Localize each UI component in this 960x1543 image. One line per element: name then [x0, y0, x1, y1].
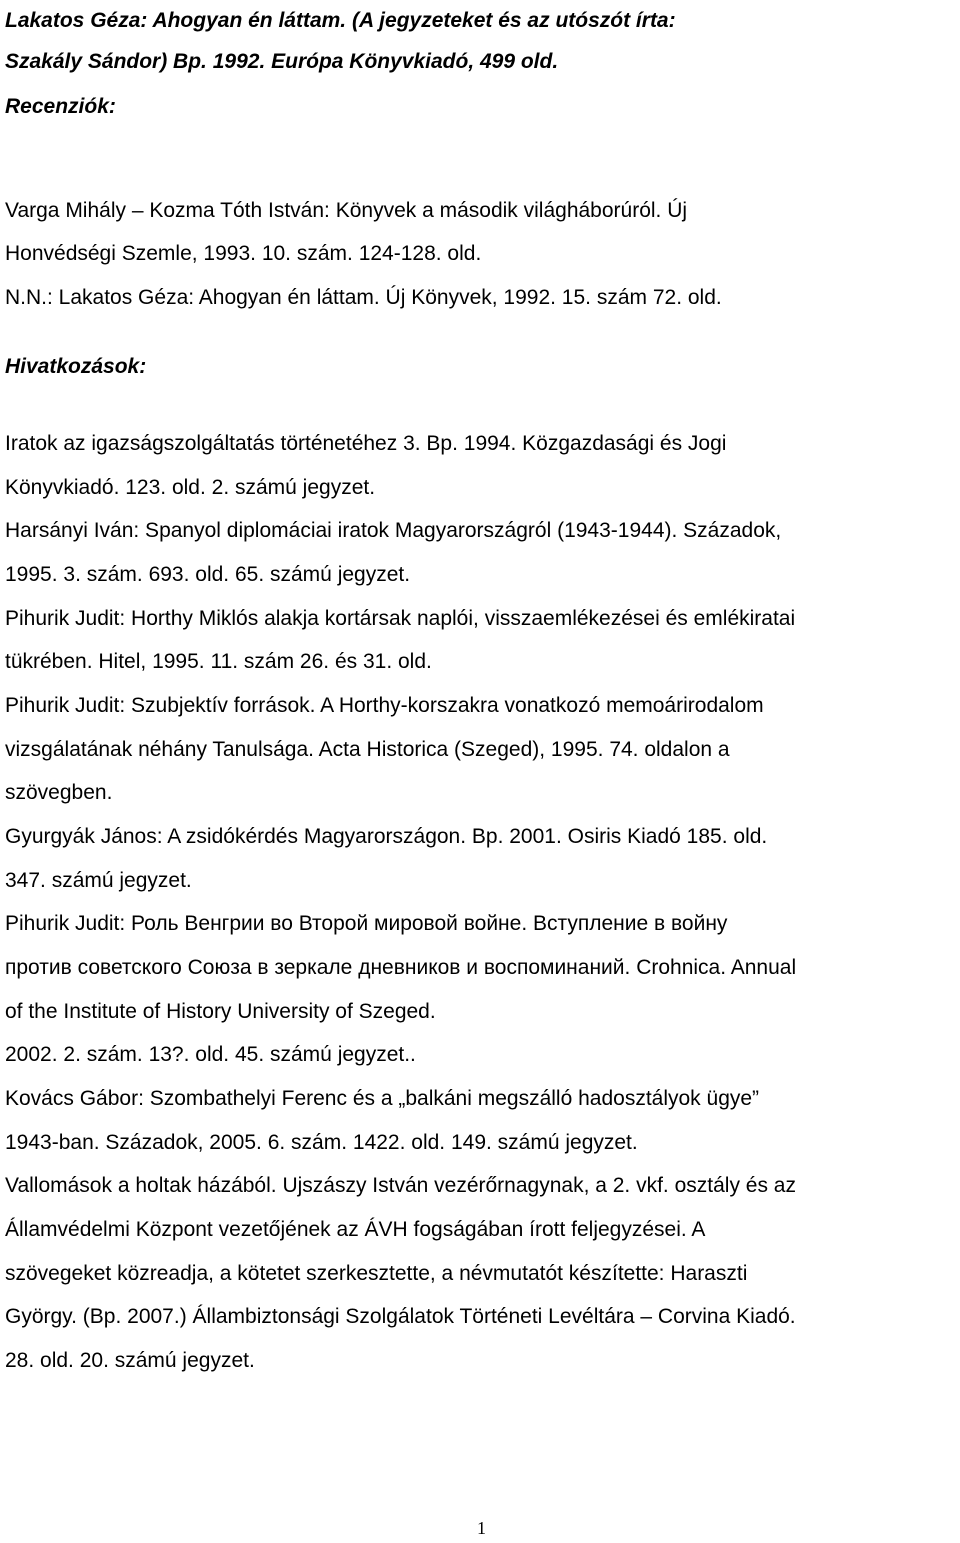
- reference-line: Pihurik Judit: Horthy Miklós alakja kortársak naplói, visszaemlékezései és emlékiratai: [5, 607, 796, 630]
- page-number: 1: [477, 1518, 486, 1538]
- reference-line: György. (Bp. 2007.) Állambiztonsági Szolgálatok Történeti Levéltára – Corvina Kiadó.: [5, 1305, 796, 1328]
- reference-line: Kovács Gábor: Szombathelyi Ferenc és a „balkáni megszálló hadosztályok ügye”: [5, 1087, 760, 1110]
- reference-line: szövegben.: [5, 781, 113, 804]
- reviews-heading: Recenziók:: [5, 95, 116, 118]
- reference-line: Pihurik Judit: Роль Венгрии во Второй мировой войне. Вступление в войну: [5, 912, 728, 935]
- review-line: N.N.: Lakatos Géza: Ahogyan én láttam. Új Könyvek, 1992. 15. szám 72. old.: [5, 286, 722, 309]
- reference-line: Pihurik Judit: Szubjektív források. A Horthy-korszakra vonatkozó memoárirodalom: [5, 694, 764, 717]
- reference-line: 1943-ban. Századok, 2005. 6. szám. 1422. old. 149. számú jegyzet.: [5, 1131, 638, 1154]
- book-citation-line-1: Lakatos Géza: Ahogyan én láttam. (A jegyzeteket és az utószót írta:: [5, 9, 676, 32]
- reference-line: 1995. 3. szám. 693. old. 65. számú jegyzet.: [5, 563, 411, 586]
- reference-line: Könyvkiadó. 123. old. 2. számú jegyzet.: [5, 476, 376, 499]
- reference-line: Gyurgyák János: A zsidókérdés Magyarországon. Bp. 2001. Osiris Kiadó 185. old.: [5, 825, 768, 848]
- reference-line: 2002. 2. szám. 13?. old. 45. számú jegyzet..: [5, 1043, 416, 1066]
- reference-line: of the Institute of History University of Szeged.: [5, 1000, 436, 1023]
- reference-line: tükrében. Hitel, 1995. 11. szám 26. és 31. old.: [5, 650, 432, 673]
- reference-line: Államvédelmi Központ vezetőjének az ÁVH fogságában írott feljegyzései. A: [5, 1218, 706, 1241]
- reference-line: Harsányi Iván: Spanyol diplomáciai iratok Magyarországról (1943-1944). Századok,: [5, 519, 782, 542]
- review-line: Varga Mihály – Kozma Tóth István: Könyvek a második világháborúról. Új: [5, 199, 688, 222]
- reference-line: 28. old. 20. számú jegyzet.: [5, 1349, 255, 1372]
- reference-line: Vallomások a holtak házából. Ujszászy István vezérőrnagynak, a 2. vkf. osztály és az: [5, 1174, 796, 1197]
- reference-line: szövegeket közreadja, a kötetet szerkesztette, a névmutatót készítette: Haraszti: [5, 1262, 748, 1285]
- book-citation-line-2: Szakály Sándor) Bp. 1992. Európa Könyvkiadó, 499 old.: [5, 50, 559, 73]
- reference-line: Iratok az igazságszolgáltatás történetéhez 3. Bp. 1994. Közgazdasági és Jogi: [5, 432, 727, 455]
- review-line: Honvédségi Szemle, 1993. 10. szám. 124-128. old.: [5, 242, 482, 265]
- references-heading: Hivatkozások:: [5, 355, 147, 378]
- reference-line: 347. számú jegyzet.: [5, 869, 192, 892]
- reference-line: vizsgálatának néhány Tanulsága. Acta Historica (Szeged), 1995. 74. oldalon a: [5, 738, 730, 761]
- reference-line: против советского Союза в зеркале дневников и воспоминаний. Crohnica. Annual: [5, 956, 797, 979]
